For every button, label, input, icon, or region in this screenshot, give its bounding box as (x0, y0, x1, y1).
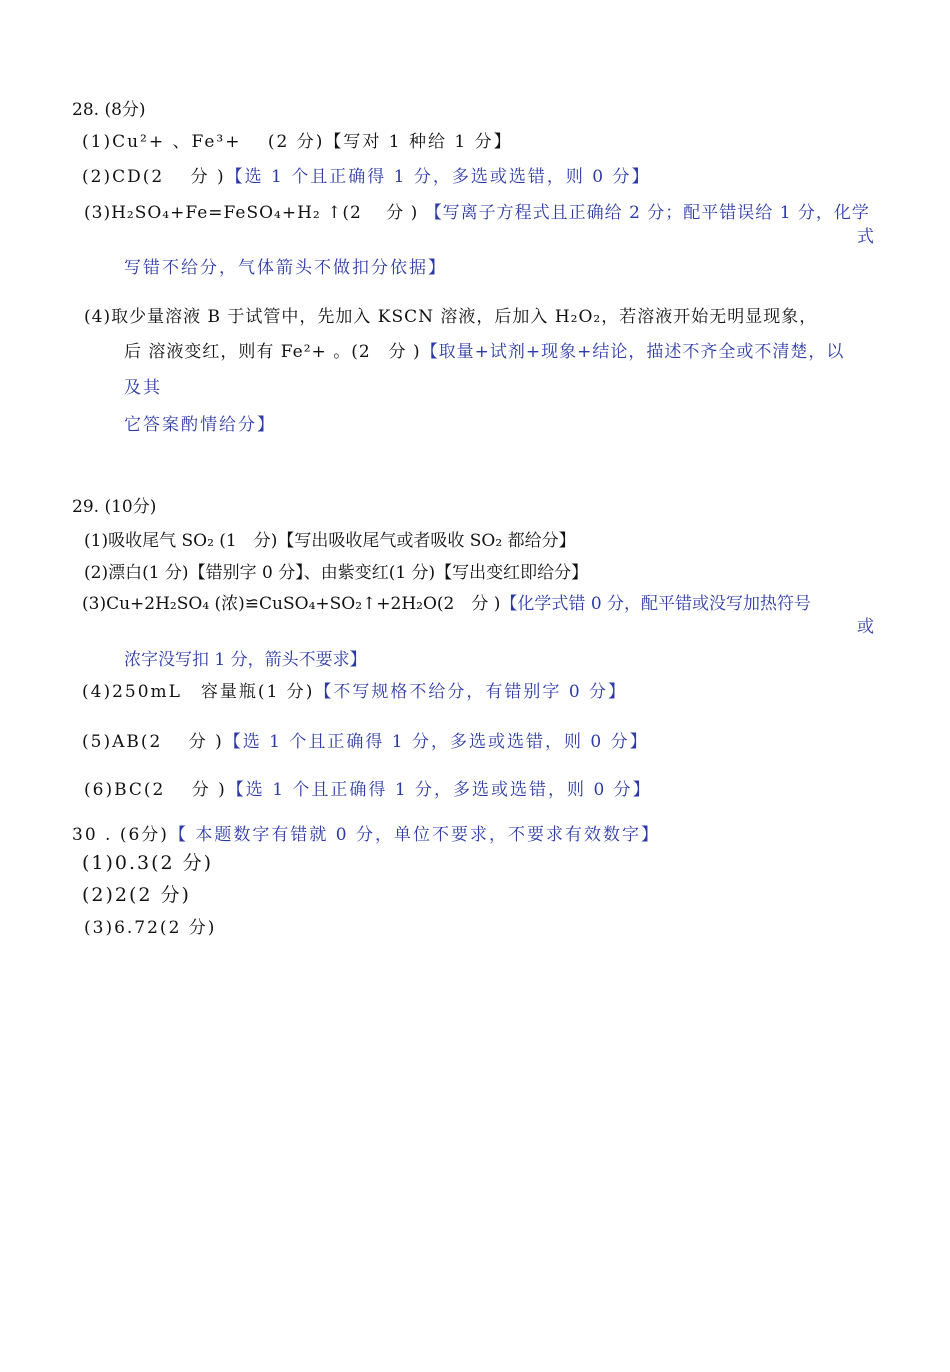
scoring-note: 【选 1 个且正确得 1 分，多选或选错，则 0 分】 (223, 732, 649, 752)
q28-answer-3 (84, 201, 870, 225)
q30-answer-3: (3)6.72(2 分) (84, 918, 217, 938)
scoring-note: 【取量+试剂+现象+结论，描述不齐全或不清楚，以 (420, 342, 845, 362)
q29-answer-3-wrap: 或 (857, 617, 874, 637)
answer-text: (6)BC(2 分 ) (84, 780, 227, 800)
scoring-note: 【选 1 个且正确得 1 分，多选或选错，则 0 分】 (226, 780, 652, 800)
q29-heading: 29. (10分) (72, 497, 157, 517)
q30-answer-1: (1)0.3(2 分) (82, 852, 214, 874)
q30-heading (72, 823, 660, 847)
answer-text: (4)250mL 容量瓶(1 分) (82, 682, 315, 702)
q29-answer-4 (82, 680, 627, 704)
q29-answer-6 (84, 778, 652, 802)
q29-answer-3-note-cont: 浓字没写扣 1 分，箭头不要求】 (124, 650, 367, 670)
scoring-note: 【不写规格不给分，有错别字 0 分】 (314, 682, 628, 702)
scoring-note: 【写对 1 种给 1 分】 (324, 132, 513, 152)
q28-answer-4-note-cont: 及其 (124, 378, 162, 398)
q28-answer-3-note-cont: 写错不给分，气体箭头不做扣分依据】 (124, 258, 447, 278)
q28-answer-4: (4)取少量溶液 B 于试管中，先加入 KSCN 溶液，后加入 H₂O₂，若溶液开始无明显现象， (84, 307, 818, 327)
q29-answer-5 (82, 730, 649, 754)
q29-answer-2: (2)漂白(1 分)【错别字 0 分】、由紫变红(1 分)【写出变红即给分】 (84, 563, 589, 583)
q28-answer-3-wrap: 式 (857, 227, 874, 247)
q28-heading: 28. (8分) (72, 100, 146, 120)
scoring-note: 【选 1 个且正确得 1 分，多选或选错，则 0 分】 (225, 167, 651, 187)
q30-answer-2: (2)2(2 分) (82, 884, 191, 906)
answer-text: (3)Cu+2H₂SO₄ (浓)≌CuSO₄+SO₂↑+2H₂O(2 分 ) (82, 594, 501, 614)
scoring-note: 【 本题数字有错就 0 分，单位不要求，不要求有效数字】 (168, 825, 660, 845)
q28-answer-2 (82, 165, 650, 189)
q29-answer-3 (82, 592, 811, 616)
scoring-note: 【写离子方程式且正确给 2 分；配平错误给 1 分，化学 (424, 203, 870, 223)
q28-answer-4-cont (124, 340, 844, 364)
answer-text: (5)AB(2 分 ) (82, 732, 224, 752)
q29-answer-1: (1)吸收尾气 SO₂ (1 分)【写出吸收尾气或者吸收 SO₂ 都给分】 (84, 531, 576, 551)
heading-text: 30 . (6分) (72, 825, 169, 845)
answer-text: (1)Cu²+ 、Fe³+ (2 分) (82, 132, 325, 152)
answer-text: (3)H₂SO₄+Fe=FeSO₄+H₂ ↑(2 分 ) (84, 203, 425, 223)
answer-text: 后 溶液变红，则有 Fe²+ 。(2 分 ) (124, 342, 421, 362)
q28-answer-1 (82, 130, 513, 154)
scoring-note: 【化学式错 0 分，配平错或没写加热符号 (500, 594, 812, 614)
q28-answer-4-note-end: 它答案酌情给分】 (124, 415, 276, 435)
answer-text: (2)CD(2 分 ) (82, 167, 226, 187)
